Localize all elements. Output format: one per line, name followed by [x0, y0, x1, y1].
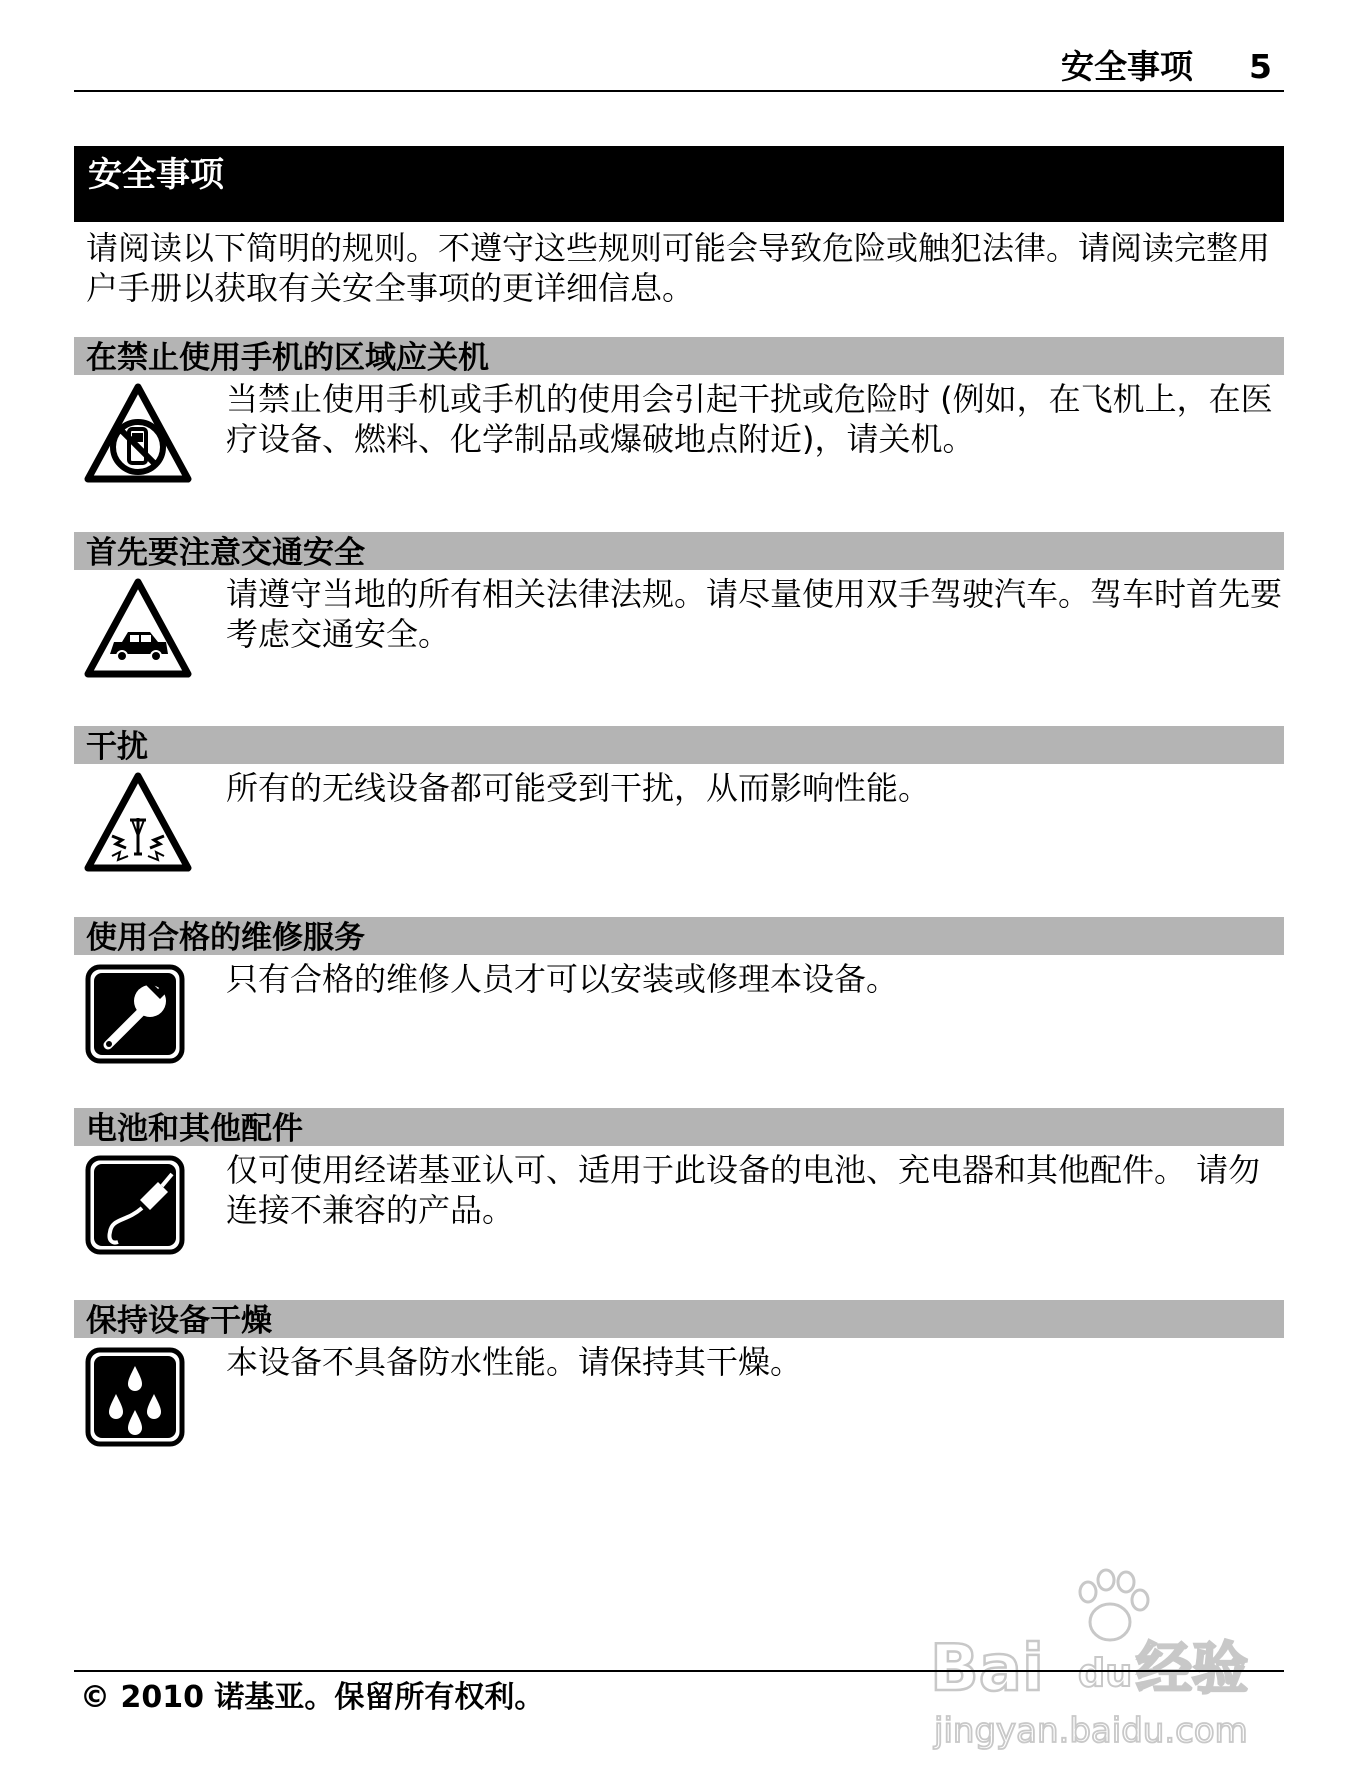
section-title-bar — [74, 146, 1284, 222]
interference-icon — [82, 770, 194, 874]
safety-section-switch-off — [74, 337, 1284, 487]
safety-section-service — [74, 917, 1284, 1067]
wrench-icon — [82, 961, 194, 1065]
page-title: 安全事项 — [88, 155, 224, 195]
section-heading-bar — [74, 1108, 1284, 1146]
running-head-title: 安全事项 — [1061, 47, 1194, 86]
car-warning-icon — [82, 576, 194, 680]
section-heading-bar — [74, 532, 1284, 570]
section-body: 请遵守当地的所有相关法律法规。请尽量使用双手驾驶汽车。驾车时首先要考虑交通安全。 — [226, 575, 1283, 653]
section-heading: 首先要注意交通安全 — [86, 535, 365, 571]
safety-section-accessories — [74, 1108, 1284, 1258]
baidu-watermark — [930, 1560, 1290, 1760]
intro-paragraph: 请阅读以下简明的规则。不遵守这些规则可能会导致危险或触犯法律。请阅读完整用户手册以获取有关安全事项的更详细信息。 — [86, 229, 1271, 307]
water-drops-icon — [82, 1344, 194, 1448]
footer-rule — [74, 1670, 1284, 1672]
section-heading-bar — [74, 726, 1284, 764]
section-body: 只有合格的维修人员才可以安装或修理本设备。 — [226, 960, 899, 998]
section-body: 仅可使用经诺基亚认可、适用于此设备的电池、充电器和其他配件。 请勿连接不兼容的产品。 — [226, 1151, 1261, 1229]
section-body: 所有的无线设备都可能受到干扰，从而影响性能。 — [226, 769, 931, 807]
watermark-url: jingyan.baidu.com — [934, 1711, 1248, 1751]
section-heading: 在禁止使用手机的区域应关机 — [86, 340, 489, 376]
page-number: 5 — [1249, 47, 1272, 86]
running-head — [74, 44, 1284, 92]
section-body: 当禁止使用手机或手机的使用会引起干扰或危险时 (例如，在飞机上，在医疗设备、燃料、化学制品或爆破地点附近)，请关机。 — [226, 380, 1273, 458]
section-heading: 保持设备干燥 — [86, 1303, 272, 1339]
copyright-text: © 2010 诺基亚。保留所有权利。 — [80, 1680, 545, 1715]
watermark-suffix: du — [1078, 1651, 1133, 1695]
section-heading: 使用合格的维修服务 — [86, 920, 365, 956]
section-body: 本设备不具备防水性能。请保持其干燥。 — [226, 1343, 803, 1381]
section-heading: 干扰 — [86, 729, 148, 765]
safety-section-road-safety — [74, 532, 1284, 682]
no-phone-icon — [82, 381, 194, 485]
safety-section-interference — [74, 726, 1284, 876]
section-heading-bar — [74, 1300, 1284, 1338]
safety-section-water — [74, 1300, 1284, 1450]
watermark-brand: Bai — [930, 1632, 1044, 1706]
section-heading: 电池和其他配件 — [86, 1111, 303, 1147]
section-heading-bar — [74, 917, 1284, 955]
watermark-label: 经验 — [1136, 1637, 1248, 1702]
plug-icon — [82, 1152, 194, 1256]
section-heading-bar — [74, 337, 1284, 375]
